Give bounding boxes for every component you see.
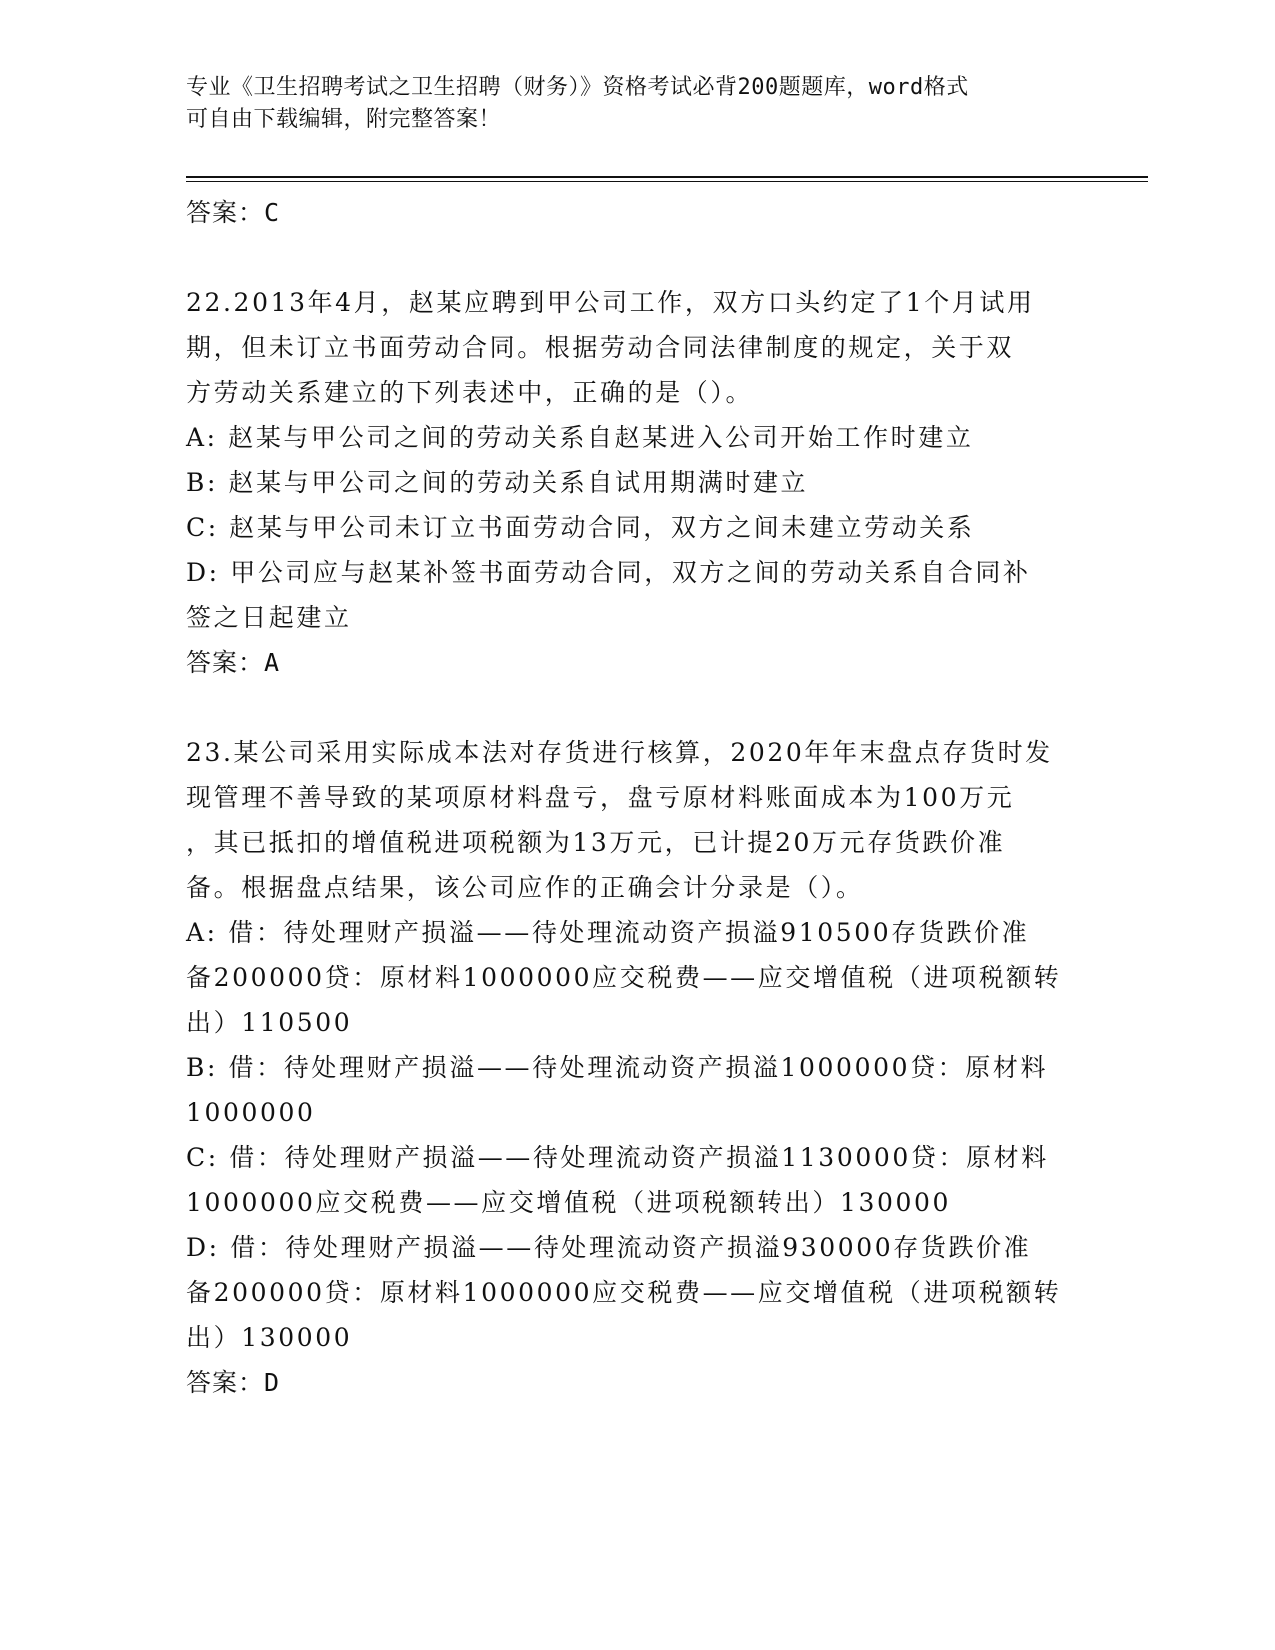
option-b: B: 借：待处理财产损溢——待处理流动资产损溢1000000贷：原材料 — [186, 1053, 1049, 1082]
question-text-line: ，其已抵扣的增值税进项税额为13万元，已计提20万元存货跌价准 — [186, 828, 1006, 857]
option-d-continued: 出）130000 — [186, 1323, 353, 1352]
document-body — [186, 190, 1086, 1405]
question-text-line: 方劳动关系建立的下列表述中，正确的是（）。 — [186, 378, 754, 407]
option-a: A: 借：待处理财产损溢——待处理流动资产损溢910500存货跌价准 — [186, 918, 1030, 947]
option-d-continued: 备200000贷：原材料1000000应交税费——应交增值税（进项税额转 — [186, 1278, 1062, 1307]
option-a-continued: 出）110500 — [186, 1008, 353, 1037]
paragraph-gap — [186, 235, 1086, 280]
option-a-continued: 备200000贷：原材料1000000应交税费——应交增值税（进项税额转 — [186, 963, 1062, 992]
question-text-line: 22.2013年4月，赵某应聘到甲公司工作，双方口头约定了1个月试用 — [186, 288, 1035, 317]
option-b: B: 赵某与甲公司之间的劳动关系自试用期满时建立 — [186, 468, 809, 497]
question-text-line: 备。根据盘点结果，该公司应作的正确会计分录是（）。 — [186, 873, 864, 902]
answer-22: 答案：A — [186, 648, 281, 677]
header-rule-thin — [186, 181, 1148, 182]
question-text-line: 期，但未订立书面劳动合同。根据劳动合同法律制度的规定，关于双 — [186, 333, 1015, 362]
question-23 — [186, 730, 1086, 1405]
page-header — [186, 72, 1066, 136]
option-c: C: 赵某与甲公司未订立书面劳动合同，双方之间未建立劳动关系 — [186, 513, 975, 542]
answer-23: 答案：D — [186, 1368, 281, 1397]
question-text-line: 现管理不善导致的某项原材料盘亏，盘亏原材料账面成本为100万元 — [186, 783, 1015, 812]
header-line-2: 可自由下载编辑，附完整答案！ — [186, 107, 502, 132]
option-d-continued: 签之日起建立 — [186, 603, 352, 632]
question-22 — [186, 280, 1086, 685]
header-rule-thick — [186, 176, 1148, 178]
option-d: D: 借：待处理财产损溢——待处理流动资产损溢930000存货跌价准 — [186, 1233, 1032, 1262]
question-text-line: 23.某公司采用实际成本法对存货进行核算，2020年年末盘点存货时发 — [186, 738, 1053, 767]
previous-answer: 答案：C — [186, 198, 281, 227]
option-c: C: 借：待处理财产损溢——待处理流动资产损溢1130000贷：原材料 — [186, 1143, 1049, 1172]
header-line-1: 专业《卫生招聘考试之卫生招聘（财务）》资格考试必背200题题库，word格式 — [186, 75, 969, 100]
option-a: A: 赵某与甲公司之间的劳动关系自赵某进入公司开始工作时建立 — [186, 423, 974, 452]
option-d: D: 甲公司应与赵某补签书面劳动合同，双方之间的劳动关系自合同补 — [186, 558, 1031, 587]
option-b-continued: 1000000 — [186, 1098, 316, 1127]
option-c-continued: 1000000应交税费——应交增值税（进项税额转出）130000 — [186, 1188, 951, 1217]
paragraph-gap — [186, 685, 1086, 730]
